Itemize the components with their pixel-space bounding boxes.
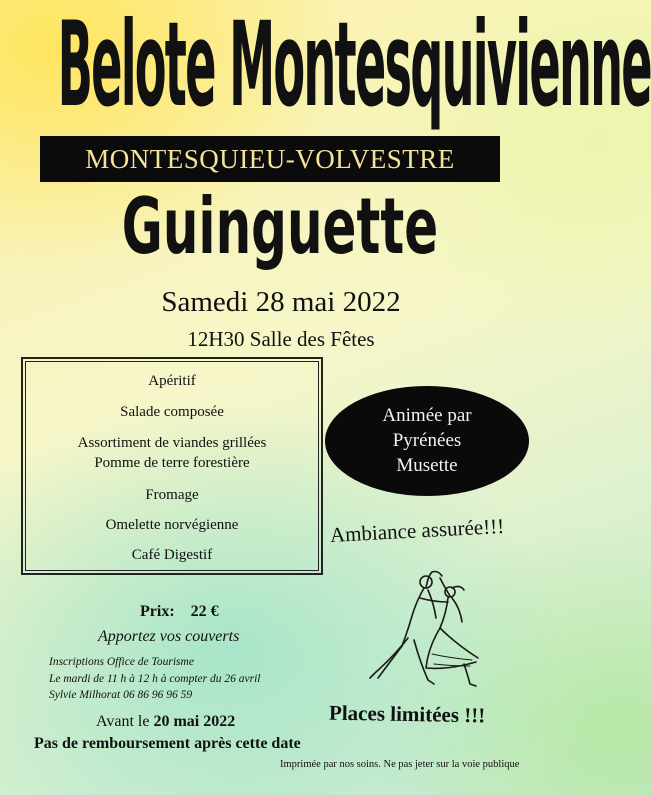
event-time-place: 12H30 Salle des Fêtes xyxy=(187,327,375,351)
menu-item: Omelette norvégienne xyxy=(105,517,239,533)
menu-item: Assortiment de viandes grillées xyxy=(77,435,267,451)
menu-item: Fromage xyxy=(145,487,199,503)
deadline-date: 20 mai 2022 xyxy=(153,713,236,730)
deadline-label: Avant le xyxy=(96,713,150,730)
price-label: Prix: xyxy=(140,603,175,620)
footer-printed-note: Imprimée par nos soins. Ne pas jeter sur la voie publique xyxy=(280,759,520,770)
price-line xyxy=(140,603,219,621)
event-title: Belote Montesquivienne xyxy=(57,0,651,134)
no-refund-notice: Pas de remboursement après cette date xyxy=(34,735,301,752)
menu-item: Café Digestif xyxy=(131,547,213,563)
event-date: Samedi 28 mai 2022 xyxy=(161,286,401,318)
band-line: Musette xyxy=(396,455,458,476)
dancing-couple-icon xyxy=(368,568,496,696)
event-subtitle: Guinguette xyxy=(121,181,439,272)
inscription-line: Sylvie Milhorat 06 86 96 96 59 xyxy=(49,689,193,701)
bring-cutlery-note: Apportez vos couverts xyxy=(98,628,240,645)
inscription-line: Inscriptions Office de Tourisme xyxy=(49,656,194,668)
band-line: Pyrénées xyxy=(392,430,462,451)
price-value: 22 € xyxy=(190,603,219,620)
inscription-line: Le mardi de 11 h à 12 h à compter du 26 avril xyxy=(49,673,261,685)
band-oval xyxy=(325,386,529,496)
menu-box xyxy=(21,357,323,575)
menu-item: Salade composée xyxy=(120,404,224,420)
places-limited-text: Places limitées !!! xyxy=(328,700,486,728)
ambiance-text: Ambiance assurée!!! xyxy=(329,513,505,547)
menu-item: Pomme de terre forestière xyxy=(94,455,250,471)
menu-item: Apéritif xyxy=(148,373,196,389)
town-banner: MONTESQUIEU-VOLVESTRE xyxy=(40,136,500,182)
deadline-line xyxy=(96,713,235,731)
menu-inner-frame xyxy=(25,361,319,571)
band-line: Animée par xyxy=(382,405,472,426)
